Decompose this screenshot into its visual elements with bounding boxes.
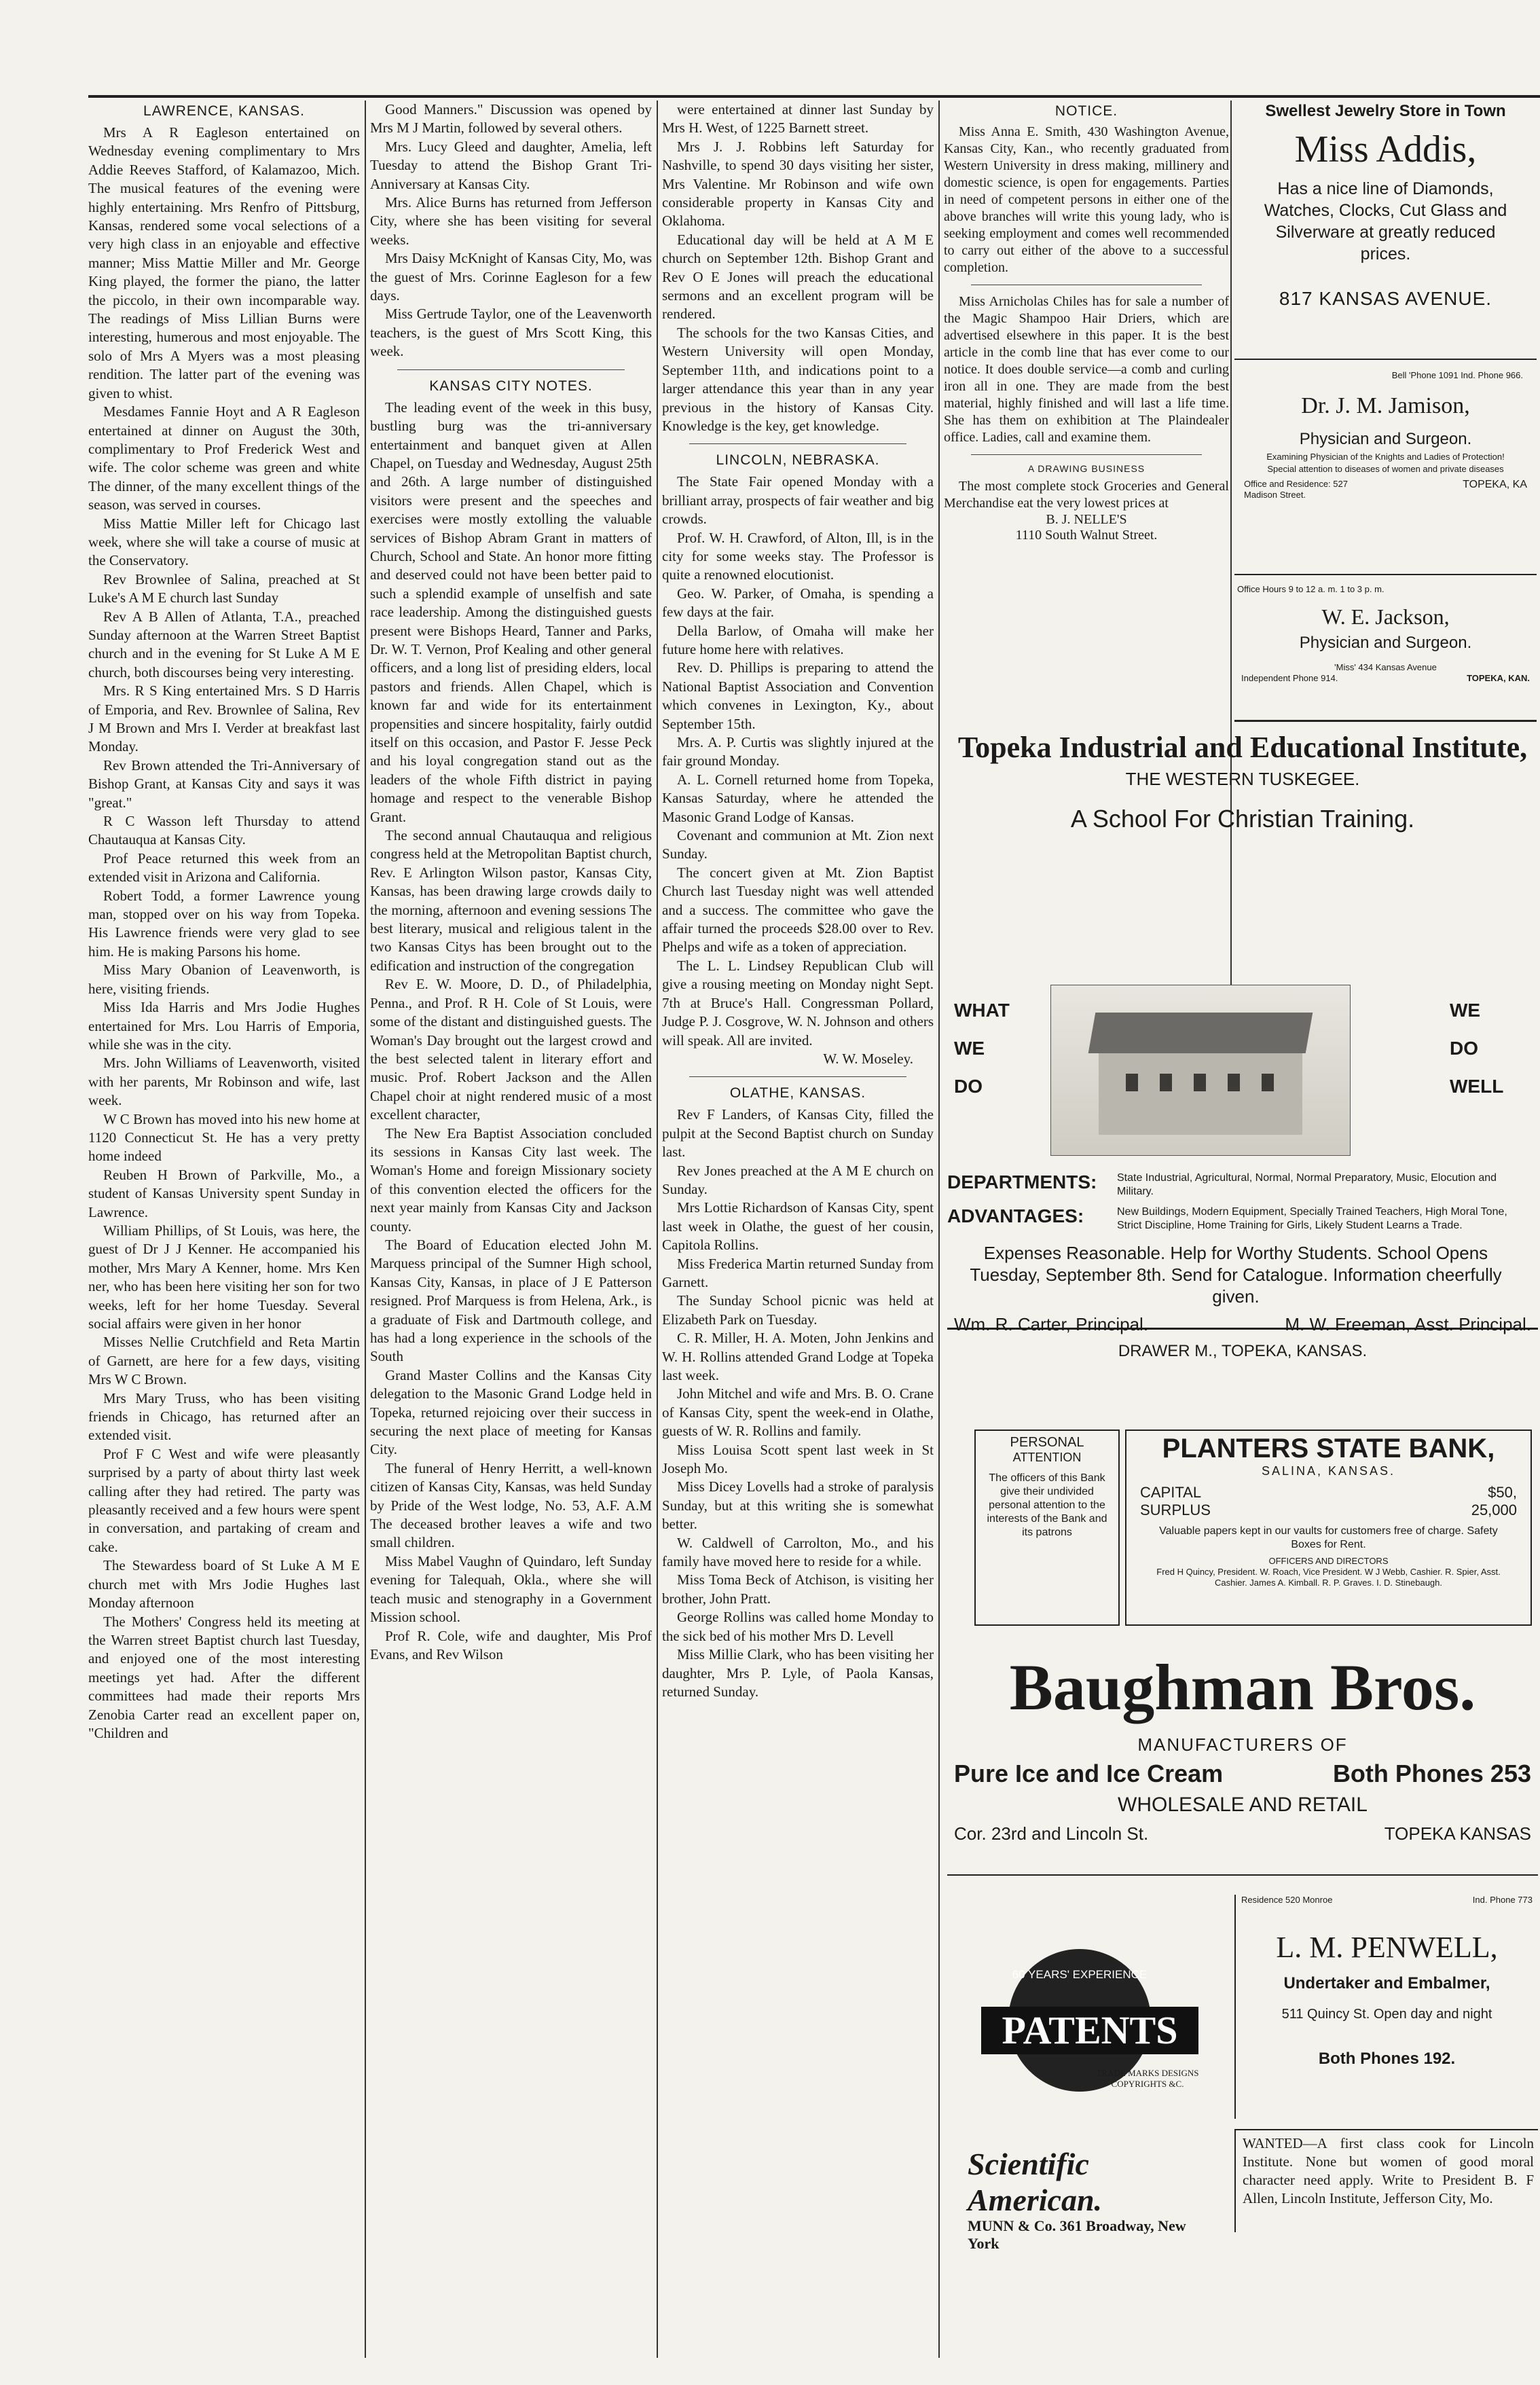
bank-officers-list: Fred H Quincy, President. W. Roach, Vice President. W J Webb, Cashier. R. Spier, Asst. Cashier. James A. Kimball. R. P. Graves. I. D. Stinebaugh. bbox=[1156, 1567, 1501, 1588]
penwell-ad bbox=[1234, 1895, 1538, 2119]
what-we-do-left bbox=[954, 991, 1010, 1106]
capital-row bbox=[1126, 1478, 1530, 1501]
section-divider bbox=[689, 443, 906, 444]
wanted-ad bbox=[1234, 2129, 1538, 2232]
news-paragraph: The Sunday School picnic was held at Elizabeth Park on Tuesday. bbox=[662, 1292, 934, 1328]
building-window bbox=[1262, 1074, 1274, 1091]
surplus-value: 25,000 bbox=[1471, 1501, 1517, 1518]
section-divider bbox=[689, 1076, 906, 1077]
institute-address: DRAWER M., TOPEKA, KANSAS. bbox=[1118, 1342, 1368, 1360]
news-paragraph: Miss Dicey Lovells had a stroke of paralysis Sunday, but at this writing she is somewhat better. bbox=[662, 1478, 934, 1533]
bank-officers-note: The officers of this Bank give their undivided personal attention to the interests of the Bank and its patrons bbox=[987, 1472, 1107, 1538]
advantages-row bbox=[947, 1205, 1538, 1233]
bank-attention: ATTENTION bbox=[1012, 1451, 1082, 1464]
section-header-lincoln: LINCOLN, NEBRASKA. bbox=[716, 452, 880, 469]
well-label: WELL bbox=[1450, 1076, 1504, 1097]
institute-building-illustration bbox=[1050, 985, 1351, 1156]
news-paragraph: Miss Louisa Scott spent last week in St Joseph Mo. bbox=[662, 1441, 934, 1477]
news-paragraph: Miss Frederica Martin returned Sunday from Garnett. bbox=[662, 1255, 934, 1290]
news-paragraph: Educational day will be held at A M E church on September 12th. Bishop Grant and Rev O E Jones will preach the educational sermons and an excellent program will be rendered. bbox=[662, 231, 934, 323]
column-divider bbox=[657, 101, 658, 2358]
notice-header: NOTICE. bbox=[1055, 103, 1118, 119]
jamison-city: TOPEKA, KA bbox=[1463, 479, 1527, 490]
lawrence-news-body bbox=[88, 124, 360, 1743]
news-paragraph: The schools for the two Kansas Cities, and Western University will open Monday, September 11th, and indications point to a larger attendance this year than in any year previous in the history of Kansas City. Knowledge is the key, get knowledge. bbox=[662, 324, 934, 434]
section-header-kansas-city: KANSAS CITY NOTES. bbox=[429, 378, 593, 394]
news-paragraph: Rev E. W. Moore, D. D., of Philadelphia, Penna., and Prof. R H. Cole of St Louis, were some of the distant and distinguished guests. The Woman's Day brought out the largest crowd and the best selected talent in literary effort and music. Prof. Robert Jackson and the Allen Chapel choir at night rendered music of a most excellent character, bbox=[370, 976, 652, 1123]
news-paragraph: Miss Toma Beck of Atchison, is visiting her brother, John Pratt. bbox=[662, 1571, 934, 1607]
penwell-phones-top bbox=[1236, 1895, 1538, 1906]
news-paragraph: Mrs J. J. Robbins left Saturday for Nashville, to spend 30 days visiting her sister, Mrs Valentine. Mr Robinson and wife own considerable property in Kansas City and Oklahoma. bbox=[662, 138, 934, 230]
principal-name: Wm. R. Carter, Principal. bbox=[954, 1314, 1149, 1334]
news-paragraph: Good Manners." Discussion was opened by Mrs M J Martin, followed by several others. bbox=[370, 101, 652, 136]
news-paragraph: Rev. D. Phillips is preparing to attend the National Baptist Association and Convention which convenes in Lexington, Ky., about September 15th. bbox=[662, 659, 934, 732]
jackson-phone: Independent Phone 914. bbox=[1241, 673, 1338, 683]
news-paragraph: Mrs. Lucy Gleed and daughter, Amelia, left Tuesday to attend the Bishop Grant Tri-Anniversary at Kansas City. bbox=[370, 138, 652, 192]
lawrence-news-continued bbox=[370, 101, 652, 361]
jamison-name: Dr. J. M. Jamison, bbox=[1301, 393, 1470, 418]
news-paragraph: A. L. Cornell returned home from Topeka, Kansas Saturday, where he attended the Masonic Grand Lodge of Kansas. bbox=[662, 771, 934, 825]
penwell-ind-phone: Ind. Phone 773 bbox=[1472, 1895, 1533, 1905]
building-window bbox=[1126, 1074, 1138, 1091]
penwell-address: 511 Quincy St. Open day and night bbox=[1281, 2007, 1492, 2022]
addis-jewelry-ad bbox=[1234, 101, 1537, 360]
news-paragraph: Miss Ida Harris and Mrs Jodie Hughes entertained for Mrs. Lou Harris of Emporia, while she was in the city. bbox=[88, 999, 360, 1053]
nelle-address: 1110 South Walnut Street. bbox=[1015, 528, 1158, 543]
news-paragraph: Geo. W. Parker, of Omaha, is spending a few days at the fair. bbox=[662, 585, 934, 621]
news-paragraph: Mrs. A. P. Curtis was slightly injured at the fair ground Monday. bbox=[662, 734, 934, 769]
addis-tagline: Swellest Jewelry Store in Town bbox=[1265, 102, 1506, 120]
news-paragraph: Mesdames Fannie Hoyt and A R Eagleson entertained at dinner on August the 30th, complimentary to Prof Frederick West and wife. The color scheme was green and white The dinner, of the many excellent things of the season, was served in courses. bbox=[88, 403, 360, 513]
jamison-title: Physician and Surgeon. bbox=[1299, 430, 1472, 448]
jamison-office: Office and Residence: 527 Madison Street. bbox=[1244, 479, 1348, 500]
capital-value: $50, bbox=[1488, 1484, 1517, 1501]
section-divider bbox=[397, 369, 625, 370]
news-paragraph: C. R. Miller, H. A. Moten, John Jenkins and W. H. Rollins attended Grand Lodge at Topeka last week. bbox=[662, 1330, 934, 1383]
news-paragraph: Mrs. Alice Burns has returned from Jefferson City, where she has been visiting for several weeks. bbox=[370, 194, 652, 248]
baughman-address: Cor. 23rd and Lincoln St. bbox=[954, 1823, 1149, 1844]
news-paragraph: Grand Master Collins and the Kansas City delegation to the Masonic Grand Lodge held in Topeka, returned rejoicing over their success in securing the next place of meeting for Kansas City. bbox=[370, 1366, 652, 1458]
penwell-residence: Residence 520 Monroe bbox=[1241, 1895, 1333, 1905]
news-paragraph: Mrs A R Eagleson entertained on Wednesday evening complimentary to Mrs Addie Reeves Stafford, of Kalamazoo, Mich. The musical features of the evening were highly entertaining. Mrs Renfro of Pittsburg, Kansas, rendered some vocal selections of a very high class in an enjoyable and effective manner; Miss Mattie Miller and Mr. George King played, the former the piano, the latter the piccolo, in their own incomparable way. The readings of Miss Lillian Burns were interesting, humerous and most enjoyable. The solo of Mrs A Myers was a most pleasing rendition. The latter part of the evening was given to whist. bbox=[88, 124, 360, 401]
baughman-phones: Both Phones 253 bbox=[1332, 1760, 1531, 1787]
olathe-news-body bbox=[662, 1106, 934, 1701]
news-paragraph: Prof. W. H. Crawford, of Alton, Ill, is in the city for some weeks stay. The Professor is quite a renowned elocutionist. bbox=[662, 529, 934, 583]
news-paragraph: The Mothers' Congress held its meeting at the Warren street Baptist church last Tuesday, and enjoyed one of the most interesting meetings yet had. After the different committees had made their reports Mrs Zenobia Carter read an excellent paper on, "Children and bbox=[88, 1613, 360, 1741]
addis-name: Miss Addis, bbox=[1294, 128, 1477, 170]
addis-address: 817 KANSAS AVENUE. bbox=[1279, 288, 1492, 309]
news-paragraph: The concert given at Mt. Zion Baptist Church last Tuesday night was well attended and a success. The committee who gave the affair turned the proceeds $28.00 over to Rev. Phelps and wife as a token of appreciation. bbox=[662, 864, 934, 955]
column-divider bbox=[938, 101, 940, 2358]
news-paragraph: Misses Nellie Crutchfield and Reta Martin of Garnett, are here for a few days, visiting Mrs W C Brown. bbox=[88, 1334, 360, 1388]
news-paragraph: Prof R. Cole, wife and daughter, Mis Prof Evans, and Rev Wilson bbox=[370, 1627, 652, 1662]
munn-co: MUNN & Co. 361 Broadway, New York bbox=[968, 2217, 1186, 2252]
departments-label: DEPARTMENTS: bbox=[947, 1171, 1097, 1192]
jamison-ad bbox=[1234, 370, 1537, 575]
bank-title: PLANTERS STATE BANK, bbox=[1162, 1434, 1495, 1463]
institute-title: Topeka Industrial and Educational Institute, bbox=[957, 731, 1528, 764]
news-paragraph: Rev Jones preached at the A M E church on Sunday. bbox=[662, 1162, 934, 1197]
addis-description: Has a nice line of Diamonds, Watches, Clocks, Cut Glass and Silverware at greatly reduced prices. bbox=[1264, 179, 1507, 263]
jamison-footer bbox=[1234, 476, 1537, 503]
news-paragraph: Miss Mattie Miller left for Chicago last week, where she will take a course of music at the Conservatory. bbox=[88, 515, 360, 569]
news-paragraph: R C Wasson left Thursday to attend Chautauqua at Kansas City. bbox=[88, 813, 360, 848]
we-label: WE bbox=[954, 1038, 985, 1059]
bank-officers-header: OFFICERS AND DIRECTORS bbox=[1268, 1556, 1389, 1566]
jackson-ad bbox=[1234, 584, 1537, 722]
section-header-lawrence: LAWRENCE, KANSAS. bbox=[143, 103, 305, 119]
we-do-well-right bbox=[1450, 991, 1503, 1106]
jackson-hours: Office Hours 9 to 12 a. m. 1 to 3 p. m. bbox=[1237, 584, 1385, 594]
column-divider bbox=[365, 101, 366, 2358]
surplus-label: SURPLUS bbox=[1140, 1501, 1211, 1518]
news-paragraph: Reuben H Brown of Parkville, Mo., a student of Kansas University spent Sunday in Lawrence. bbox=[88, 1166, 360, 1220]
news-paragraph: The L. L. Lindsey Republican Club will give a rousing meeting on Monday night Sept. 7th at Bruce's Hall. Congressman Pollard, Judge P. J. Cosgrove, W. N. Johnson and others will speak. All are invited. bbox=[662, 957, 934, 1049]
news-paragraph: Della Barlow, of Omaha will make her future home here with relatives. bbox=[662, 622, 934, 657]
jamison-special: Special attention to diseases of women and private diseases bbox=[1267, 464, 1504, 474]
expenses-text: Expenses Reasonable. Help for Worthy Students. School Opens Tuesday, September 8th. Send for Catalogue. Information cheerfully given. bbox=[970, 1243, 1502, 1307]
chiles-notice: Miss Arnicholas Chiles has for sale a number of the Magic Shampoo Hair Driers, which are advertised elsewhere in this paper. It is the best article in the comb line that has ever come to our notice. It does double service—a comb and curling iron all in one. They are made from the best material, highly finished and will last a life time. She has them on exhibition at The Plaindealer office. Ladies, call and examine them. bbox=[944, 294, 1229, 445]
surplus-row bbox=[1126, 1501, 1530, 1519]
news-paragraph: Mrs Mary Truss, who has been visiting friends in Chicago, has returned after an extended visit. bbox=[88, 1389, 360, 1444]
news-paragraph: The New Era Baptist Association concluded its sessions in Kansas City last week. The Woman's Home and foreign Missionary society of this convention elected the officers for the next year mainly from Kansas City and Jackson county. bbox=[370, 1125, 652, 1235]
departments-text: State Industrial, Agricultural, Normal, Normal Preparatory, Music, Elocution and Military. bbox=[1117, 1172, 1497, 1197]
news-paragraph: Prof Peace returned this week from an extended visit in Arizona and California. bbox=[88, 850, 360, 886]
masthead-rule bbox=[88, 95, 1540, 98]
bank-main-box bbox=[1125, 1430, 1532, 1626]
jackson-address: 'Miss' 434 Kansas Avenue bbox=[1334, 662, 1437, 672]
baughman-products-row bbox=[947, 1755, 1538, 1788]
patents-years: 60 YEARS' EXPERIENCE bbox=[1012, 1968, 1148, 1981]
advantages-label: ADVANTAGES: bbox=[947, 1205, 1084, 1226]
lincoln-news-body bbox=[662, 473, 934, 1050]
institute-subtitle: THE WESTERN TUSKEGEE. bbox=[1125, 769, 1360, 789]
wanted-text: WANTED—A first class cook for Lincoln Institute. None but women of good moral character need apply. Write to President B. F Allen, Lincoln Institute, Jefferson City, Mo. bbox=[1243, 2135, 1534, 2206]
news-paragraph: Covenant and communion at Mt. Zion next Sunday. bbox=[662, 827, 934, 862]
building-window bbox=[1194, 1074, 1206, 1091]
news-paragraph: Mrs Lottie Richardson of Kansas City, spent last week in Olathe, the guest of her cousin, Capitola Rollins. bbox=[662, 1199, 934, 1254]
do-label-right: DO bbox=[1450, 1038, 1478, 1059]
building-body bbox=[1099, 1053, 1302, 1135]
bank-personal-box bbox=[974, 1430, 1120, 1626]
section-divider bbox=[971, 454, 1202, 455]
news-paragraph: Mrs. R S King entertained Mrs. S D Harris of Emporia, and Rev. Brownlee of Salina, Rev J M Brown and Mrs I. Verder at breakfast last Monday. bbox=[88, 682, 360, 755]
we-label-right: WE bbox=[1450, 1000, 1481, 1021]
institute-details bbox=[947, 1171, 1538, 1361]
kansas-city-news-continued bbox=[662, 101, 934, 435]
news-paragraph: Rev Brownlee of Salina, preached at St Luke's A M E church last Sunday bbox=[88, 570, 360, 606]
what-label: WHAT bbox=[954, 1000, 1010, 1021]
column-kansas-city bbox=[370, 101, 652, 2358]
news-paragraph: John Mitchel and wife and Mrs. B. O. Crane of Kansas City, spent the week-end in Olathe, guests of W. R. Rollins and family. bbox=[662, 1385, 934, 1440]
news-paragraph: Miss Millie Clark, who has been visiting her daughter, Mrs P. Lyle, of Paola Kansas, returned Sunday. bbox=[662, 1646, 934, 1700]
patents-ad bbox=[961, 1949, 1215, 2252]
institute-tagline: A School For Christian Training. bbox=[1070, 805, 1415, 833]
bank-vault-note: Valuable papers kept in our vaults for customers free of charge. Safety Boxes for Rent. bbox=[1159, 1525, 1498, 1550]
patents-trademarks: TRADE MARKS DESIGNS COPYRIGHTS &C. bbox=[1096, 2068, 1199, 2089]
jackson-city: TOPEKA, KAN. bbox=[1467, 673, 1530, 683]
jamison-phones: Bell 'Phone 1091 Ind. Phone 966. bbox=[1391, 370, 1523, 380]
news-paragraph: The Board of Education elected John M. Marquess principal of the Sumner High school, Kansas City, Kansas, in place of J E Patterson resigned. Prof Marquess is from Helena, Ark., is a graduate of Fisk and Dartmouth college, and has had a long experience in the schools of the South bbox=[370, 1236, 652, 1365]
news-paragraph: The funeral of Henry Herritt, a well-known citizen of Kansas City, Kansas, was held Sunday by Pride of the West lodge, No. 53, A.F. A.M The deceased brother leaves a wife and two small children. bbox=[370, 1459, 652, 1551]
news-paragraph: W C Brown has moved into his new home at 1120 Connecticut St. He has a very pretty home indeed bbox=[88, 1110, 360, 1165]
baughman-wholesale: WHOLESALE AND RETAIL bbox=[1118, 1794, 1368, 1816]
advantages-text: New Buildings, Modern Equipment, Specially Trained Teachers, High Moral Tone, Strict Discipline, Home Training for Girls, Likely Student Learns a Trade. bbox=[1117, 1206, 1507, 1231]
kansas-city-news-body bbox=[370, 399, 652, 1664]
capital-label: CAPITAL bbox=[1140, 1484, 1202, 1501]
section-header-olathe: OLATHE, KANSAS. bbox=[729, 1085, 866, 1102]
column-lincoln-olathe bbox=[662, 101, 934, 2358]
bank-personal: PERSONAL bbox=[1010, 1435, 1084, 1450]
news-paragraph: Miss Mabel Vaughn of Quindaro, left Sunday evening for Talequah, Okla., where she will teach music and stenography in a Government Mission school. bbox=[370, 1552, 652, 1626]
building-window bbox=[1160, 1074, 1172, 1091]
do-label: DO bbox=[954, 1076, 983, 1097]
drawing-business-header: A DRAWING BUSINESS bbox=[1027, 463, 1145, 474]
news-paragraph: The State Fair opened Monday with a brilliant array, prospects of fair weather and big crowds. bbox=[662, 473, 934, 528]
patents-word: PATENTS bbox=[981, 2007, 1198, 2054]
jamison-exam: Examining Physician of the Knights and Ladies of Protection! bbox=[1266, 452, 1505, 462]
baughman-manufacturers: MANUFACTURERS OF bbox=[1137, 1734, 1348, 1755]
news-paragraph: Mrs Daisy McKnight of Kansas City, Mo, was the guest of Mrs. Corinne Eagleson for a few days. bbox=[370, 250, 652, 304]
news-paragraph: Mrs. John Williams of Leavenworth, visited with her parents, Mr Robinson and wife, last week. bbox=[88, 1055, 360, 1109]
bank-city: SALINA, KANSAS. bbox=[1261, 1464, 1396, 1478]
asst-principal-name: M. W. Freeman, Asst. Principal. bbox=[1285, 1314, 1531, 1334]
departments-row bbox=[947, 1171, 1538, 1199]
news-paragraph: Miss Mary Obanion of Leavenworth, is here, visiting friends. bbox=[88, 962, 360, 997]
building-roof bbox=[1088, 1013, 1313, 1053]
column-lawrence bbox=[88, 101, 360, 2358]
baughman-name: Baughman Bros. bbox=[1009, 1651, 1476, 1724]
news-paragraph: W. Caldwell of Carrolton, Mo., and his family have moved here to reside for a while. bbox=[662, 1534, 934, 1570]
news-paragraph: The leading event of the week in this busy, bustling burg was the tri-anniversary entertainment and banquet given at Allen Chapel, on Tuesday and Wednesday, August 25th and 26th. A large number of distinguished visitors were present and the speeches and exercises were mostly extolling the valuable services of Bishop Abram Grant in matters of Church, School and State. An honor more fitting and deserved could not have been better paid to such a splendid example of unselfish and sate race leadership. Among the distinguished guests present were Bishops Heard, Tanner and Parks, Dr. W. T. Vernon, Prof Kealing and other general officers, and a long list of presiding elders, local pastors and friends. Allen Chapel, which is known far and wide for its entertainment propensities and sincere hospitality, fairly outdid itself on this occasion, and Pastor F. Jesse Peck and his loyal congregation stand out as the leaders of the whole Fifth district in paying homage and respect to the venerable Bishop Grant. bbox=[370, 399, 652, 825]
jackson-name: W. E. Jackson, bbox=[1321, 604, 1450, 629]
news-paragraph: George Rollins was called home Monday to the sick bed of his mother Mrs D. Levell bbox=[662, 1609, 934, 1644]
news-paragraph: The Stewardess board of St Luke A M E church met with Mrs Jodie Hughes last Monday afternoon bbox=[88, 1557, 360, 1612]
building-window bbox=[1228, 1074, 1240, 1091]
jackson-footer bbox=[1234, 673, 1537, 684]
news-paragraph: were entertained at dinner last Sunday by Mrs H. West, of 1225 Barnett street. bbox=[662, 101, 934, 136]
baughman-ad bbox=[947, 1643, 1538, 1876]
baughman-city: TOPEKA KANSAS bbox=[1384, 1823, 1531, 1844]
news-paragraph: Robert Todd, a former Lawrence young man, stopped over on his way from Topeka. His Lawrence friends were very glad to see him. He is making Parsons his home. bbox=[88, 887, 360, 960]
news-paragraph: Miss Gertrude Taylor, one of the Leavenworth teachers, is the guest of Mrs Scott King, this week. bbox=[370, 306, 652, 360]
news-paragraph: Rev A B Allen of Atlanta, T.A., preached Sunday afternoon at the Warren Street Baptist church and in the evening for St Luke A M E church, both discourses being very interesting. bbox=[88, 608, 360, 680]
news-paragraph: Rev F Landers, of Kansas City, filled the pulpit at the Second Baptist church on Sunday last. bbox=[662, 1106, 934, 1161]
correspondent-signature: W. W. Moseley. bbox=[823, 1050, 913, 1067]
penwell-both-phones: Both Phones 192. bbox=[1318, 2050, 1456, 2068]
principals-row bbox=[947, 1307, 1538, 1335]
news-paragraph: William Phillips, of St Louis, was here, the guest of Dr J J Kenner. He accompanied his mother, Mrs Mary A Kenner, home. Mrs Ken ner, who has been here visiting her son for two weeks, left for her home Tuesday. Several social affairs were given in her honor bbox=[88, 1222, 360, 1332]
news-paragraph: Rev Brown attended the Tri-Anniversary of Bishop Grant, at Kansas City and says it was "great." bbox=[88, 757, 360, 811]
jackson-title: Physician and Surgeon. bbox=[1299, 634, 1472, 652]
notice-body: Miss Anna E. Smith, 430 Washington Avenue, Kansas City, Kan., who recently graduated from Western University in dress making, millinery and domestic science, is open for engagements. Parties in need of competent persons in either one of the above branches will write this young lady, who is seeking employment and comes well recommended to carry out either of the above to a successful completion. bbox=[944, 124, 1229, 275]
news-paragraph: The second annual Chautauqua and religious congress held at the Metropolitan Baptist church, Rev. E Arlington Wilson pastor, Kansas City, Kansas, has been drawing large crowds daily to the morning, afternoon and evening sessions The best literary, musical and religious talent in the two Kansas Citys has been brought out to the edification and instruction of the congregation bbox=[370, 827, 652, 974]
penwell-title: Undertaker and Embalmer, bbox=[1283, 1974, 1490, 1992]
news-paragraph: Prof F C West and wife were pleasantly surprised by a party of about thirty last week calling after they had retired. The party was pleasantly received and a few hours were spent in conversation, and partaking of cream and cake. bbox=[88, 1445, 360, 1555]
planters-bank-ad bbox=[974, 1430, 1531, 1626]
baughman-address-row bbox=[947, 1817, 1538, 1844]
scientific-american: Scientific American. bbox=[968, 2147, 1103, 2217]
nelle-name: B. J. NELLE'S bbox=[1046, 512, 1127, 527]
baughman-products: Pure Ice and Ice Cream bbox=[954, 1760, 1224, 1787]
drawing-business-body: The most complete stock Groceries and General Merchandise eat the very lowest prices at bbox=[944, 479, 1229, 511]
penwell-name: L. M. PENWELL, bbox=[1276, 1931, 1498, 1964]
